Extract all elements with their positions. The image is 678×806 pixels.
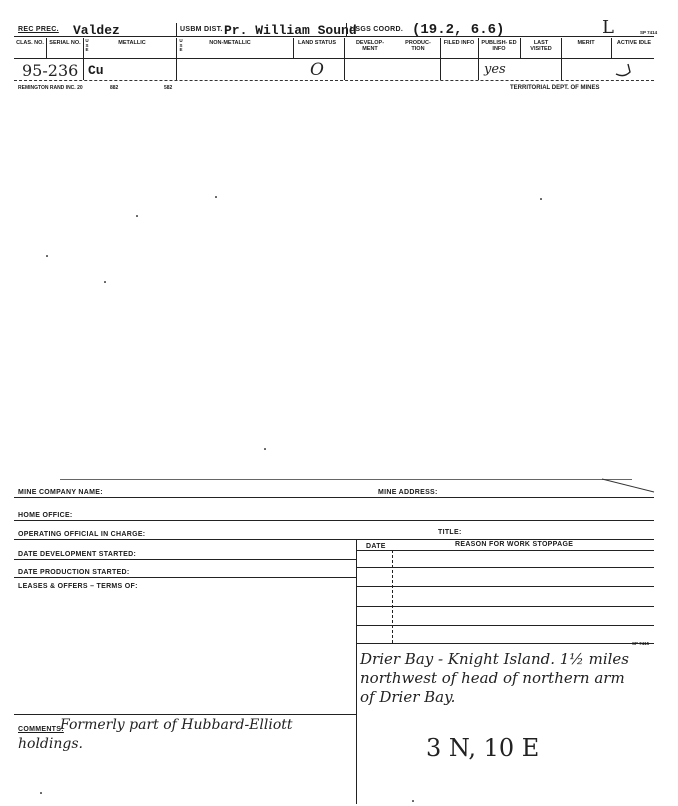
operating-official-label: OPERATING OFFICIAL IN CHARGE: xyxy=(18,531,146,538)
col-sep xyxy=(478,38,479,80)
scan-speck xyxy=(104,281,106,283)
scan-speck xyxy=(215,196,217,198)
rule xyxy=(356,625,654,626)
col-sep xyxy=(520,38,521,58)
rule xyxy=(356,643,654,644)
date-column-label: DATE xyxy=(366,543,386,550)
form-number-bottom: SP 7415 xyxy=(632,641,650,646)
col-sep xyxy=(176,38,177,80)
col-use-2: U S E xyxy=(179,38,183,52)
col-active-idle: ACTIVE IDLE xyxy=(616,40,652,46)
leases-label: LEASES & OFFERS – TERMS OF: xyxy=(18,583,138,590)
rule xyxy=(14,539,654,540)
usbm-dist-label: USBM DIST. xyxy=(180,26,223,33)
form-number-top: SP 7414 xyxy=(640,30,658,35)
rule xyxy=(14,577,356,578)
township-range: 3 N, 10 E xyxy=(426,734,540,762)
card-corner-edge xyxy=(600,478,656,494)
printer-imprint: REMINGTON RAND INC. 20 xyxy=(18,85,83,91)
col-last-visited: LAST VISITED xyxy=(530,40,552,52)
col-sep xyxy=(83,38,84,80)
header-sep xyxy=(346,23,347,36)
scan-speck xyxy=(46,255,48,257)
col-sep xyxy=(344,38,345,80)
rule xyxy=(14,520,654,521)
col-filed-info: FILED INFO xyxy=(443,40,475,46)
rule xyxy=(356,586,654,587)
col-sep xyxy=(293,38,294,58)
col-sep xyxy=(611,38,612,58)
middle-divider xyxy=(356,539,357,804)
rule xyxy=(356,567,654,568)
col-merit: MERIT xyxy=(577,40,595,46)
col-sep xyxy=(46,38,47,58)
col-sep xyxy=(561,38,562,80)
col-metallic: METALLIC xyxy=(118,40,146,46)
col-production: PRODUC- TION xyxy=(405,40,431,52)
col-published-info: PUBLISH- ED INFO xyxy=(481,40,517,52)
column-header-divider xyxy=(14,58,654,59)
scan-speck xyxy=(40,792,42,794)
reason-column-label: REASON FOR WORK STOPPAGE xyxy=(455,541,574,548)
scan-speck xyxy=(136,215,138,217)
printer-code-1: 882 xyxy=(110,85,119,91)
rule xyxy=(14,714,356,715)
corner-mark: L xyxy=(602,17,614,38)
location-line-1: Drier Bay - Knight Island. 1½ miles xyxy=(360,650,629,668)
header-sep xyxy=(176,23,177,36)
date-column-divider xyxy=(392,550,393,643)
record-row-divider xyxy=(14,80,654,81)
scan-speck xyxy=(540,198,542,200)
col-non-metallic: NON-METALLIC xyxy=(209,40,251,46)
usgs-coord-value: (19.2, 6.6) xyxy=(412,22,505,38)
mine-company-name-label: MINE COMPANY NAME: xyxy=(18,489,103,496)
rec-prec-label: REC PREC. xyxy=(18,26,59,33)
header-divider xyxy=(14,36,654,37)
rule xyxy=(356,606,654,607)
comments-line-1: Formerly part of Hubbard-Elliott xyxy=(60,717,293,733)
rec-prec-value: Valdez xyxy=(73,23,120,38)
rule xyxy=(356,550,654,551)
col-use-1: U S E xyxy=(85,38,89,52)
usbm-dist-value: Pr. William Sound xyxy=(224,23,357,38)
clas-serial-value: 95-236 xyxy=(22,61,79,80)
usgs-coord-label: USGS COORD. xyxy=(350,26,404,33)
land-status-value: O xyxy=(310,60,324,80)
title-label: TITLE: xyxy=(438,529,462,536)
col-development: DEVELOP- MENT xyxy=(355,40,385,52)
location-line-3: of Drier Bay. xyxy=(360,688,456,706)
active-idle-checkmark xyxy=(614,62,636,80)
card-top-edge xyxy=(60,479,632,480)
home-office-label: HOME OFFICE: xyxy=(18,512,73,519)
col-sep xyxy=(440,38,441,80)
col-serial-no: SERIAL NO. xyxy=(49,40,81,46)
department-imprint: TERRITORIAL DEPT. OF MINES xyxy=(510,85,600,91)
mine-address-label: MINE ADDRESS: xyxy=(378,489,438,496)
scan-speck xyxy=(412,800,414,802)
col-land-status: LAND STATUS xyxy=(298,40,336,46)
location-line-2: northwest of head of northern arm xyxy=(360,669,625,687)
comments-line-2: holdings. xyxy=(18,736,83,752)
rule xyxy=(14,497,654,498)
published-info-value: yes xyxy=(484,62,506,77)
scan-speck xyxy=(264,448,266,450)
date-development-label: DATE DEVELOPMENT STARTED: xyxy=(18,551,137,558)
rule xyxy=(14,559,356,560)
date-production-label: DATE PRODUCTION STARTED: xyxy=(18,569,130,576)
printer-code-2: 582 xyxy=(164,85,173,91)
comments-label: COMMENTS: xyxy=(18,726,64,733)
col-clas-no: CLAS. NO. xyxy=(16,40,44,46)
metallic-value: Cu xyxy=(88,63,104,78)
